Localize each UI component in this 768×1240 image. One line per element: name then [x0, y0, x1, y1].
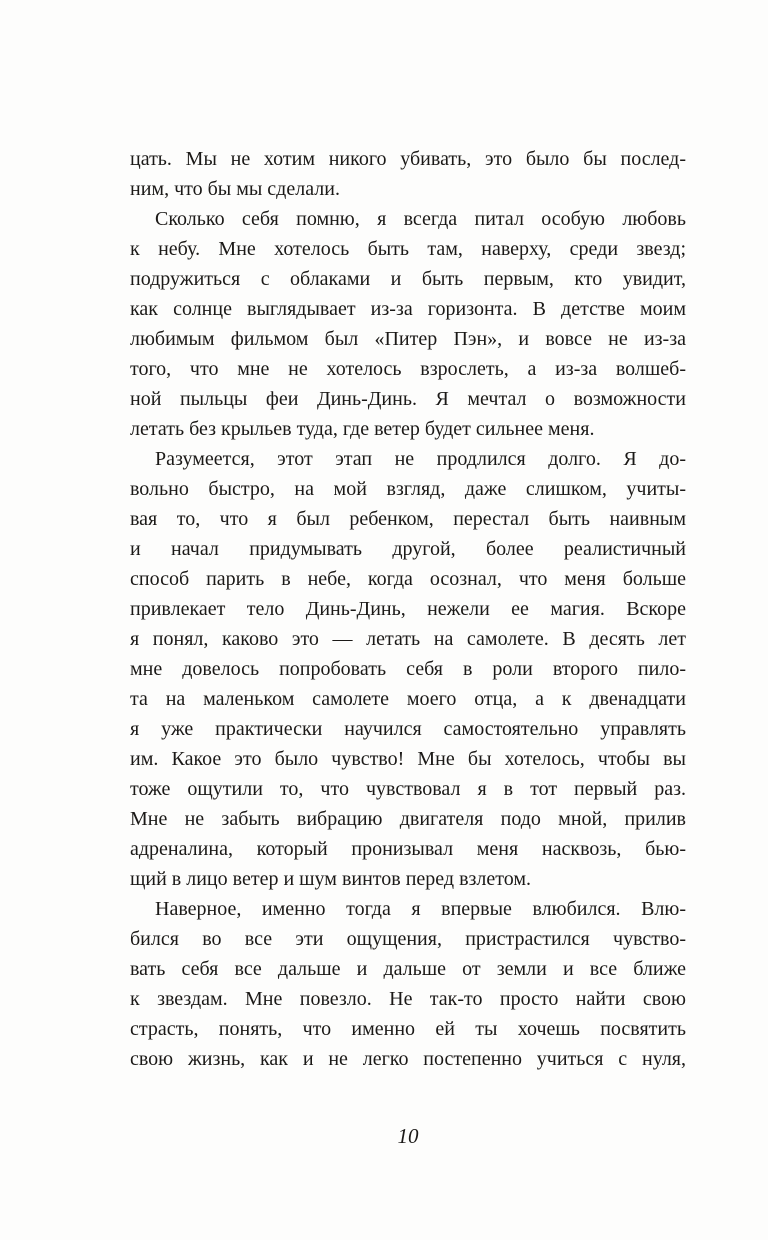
text-line: Наверное, именно тогда я впервые влюбился. Влю- — [155, 898, 686, 920]
text-line: им. Какое это было чувство! Мне бы хотелось, чтобы вы — [130, 748, 686, 770]
text-line: цать. Мы не хотим никого убивать, это было бы послед- — [130, 148, 686, 170]
paragraph — [130, 144, 686, 204]
text-line: ним, что бы мы сделали. — [130, 178, 340, 200]
text-line: бился во все эти ощущения, пристрастился чувство- — [130, 928, 686, 950]
page-number: 10 — [397, 1124, 419, 1148]
text-line: Разумеется, этот этап не продлился долго. Я до- — [155, 448, 686, 470]
text-line: подружиться с облаками и быть первым, кто увидит, — [130, 268, 686, 290]
text-line: и начал придумывать другой, более реалистичный — [130, 538, 686, 560]
body-text — [130, 144, 686, 1074]
text-line: способ парить в небе, когда осознал, что меня больше — [130, 568, 686, 590]
text-line: та на маленьком самолете моего отца, а к двенадцати — [130, 688, 686, 710]
text-line: привлекает тело Динь-Динь, нежели ее магия. Вскоре — [130, 598, 686, 620]
text-line: вольно быстро, на мой взгляд, даже слишком, учиты- — [130, 478, 686, 500]
paragraph — [130, 204, 686, 444]
text-line: летать без крыльев туда, где ветер будет сильнее меня. — [130, 418, 595, 440]
text-line: к небу. Мне хотелось быть там, наверху, среди звезд; — [130, 238, 686, 260]
text-line: мне довелось попробовать себя в роли второго пило- — [130, 658, 686, 680]
paragraph — [130, 894, 686, 1074]
text-line: свою жизнь, как и не легко постепенно учиться с нуля, — [130, 1048, 686, 1070]
text-line: адреналина, который пронизывал меня насквозь, бью- — [130, 838, 686, 860]
text-line: вать себя все дальше и дальше от земли и все ближе — [130, 958, 686, 980]
text-line: ной пыльцы феи Динь-Динь. Я мечтал о возможности — [130, 388, 686, 410]
text-line: я уже практически научился самостоятельно управлять — [130, 718, 686, 740]
text-line: я понял, каково это — летать на самолете. В десять лет — [130, 628, 686, 650]
text-line: как солнце выглядывает из-за горизонта. В детстве моим — [130, 298, 686, 320]
text-line: Сколько себя помню, я всегда питал особую любовь — [155, 208, 686, 230]
text-line: Мне не забыть вибрацию двигателя подо мной, прилив — [130, 808, 686, 830]
text-line: вая то, что я был ребенком, перестал быть наивным — [130, 508, 686, 530]
text-line: того, что мне не хотелось взрослеть, а из-за волшеб- — [130, 358, 686, 380]
text-line: щий в лицо ветер и шум винтов перед взлетом. — [130, 868, 532, 890]
text-line: тоже ощутили то, что чувствовал я в тот первый раз. — [130, 778, 686, 800]
text-line: страсть, понять, что именно ей ты хочешь посвятить — [130, 1018, 686, 1040]
text-line: любимым фильмом был «Питер Пэн», и вовсе не из-за — [130, 328, 686, 350]
paragraph — [130, 444, 686, 894]
text-line: к звездам. Мне повезло. Не так-то просто найти свою — [130, 988, 686, 1010]
